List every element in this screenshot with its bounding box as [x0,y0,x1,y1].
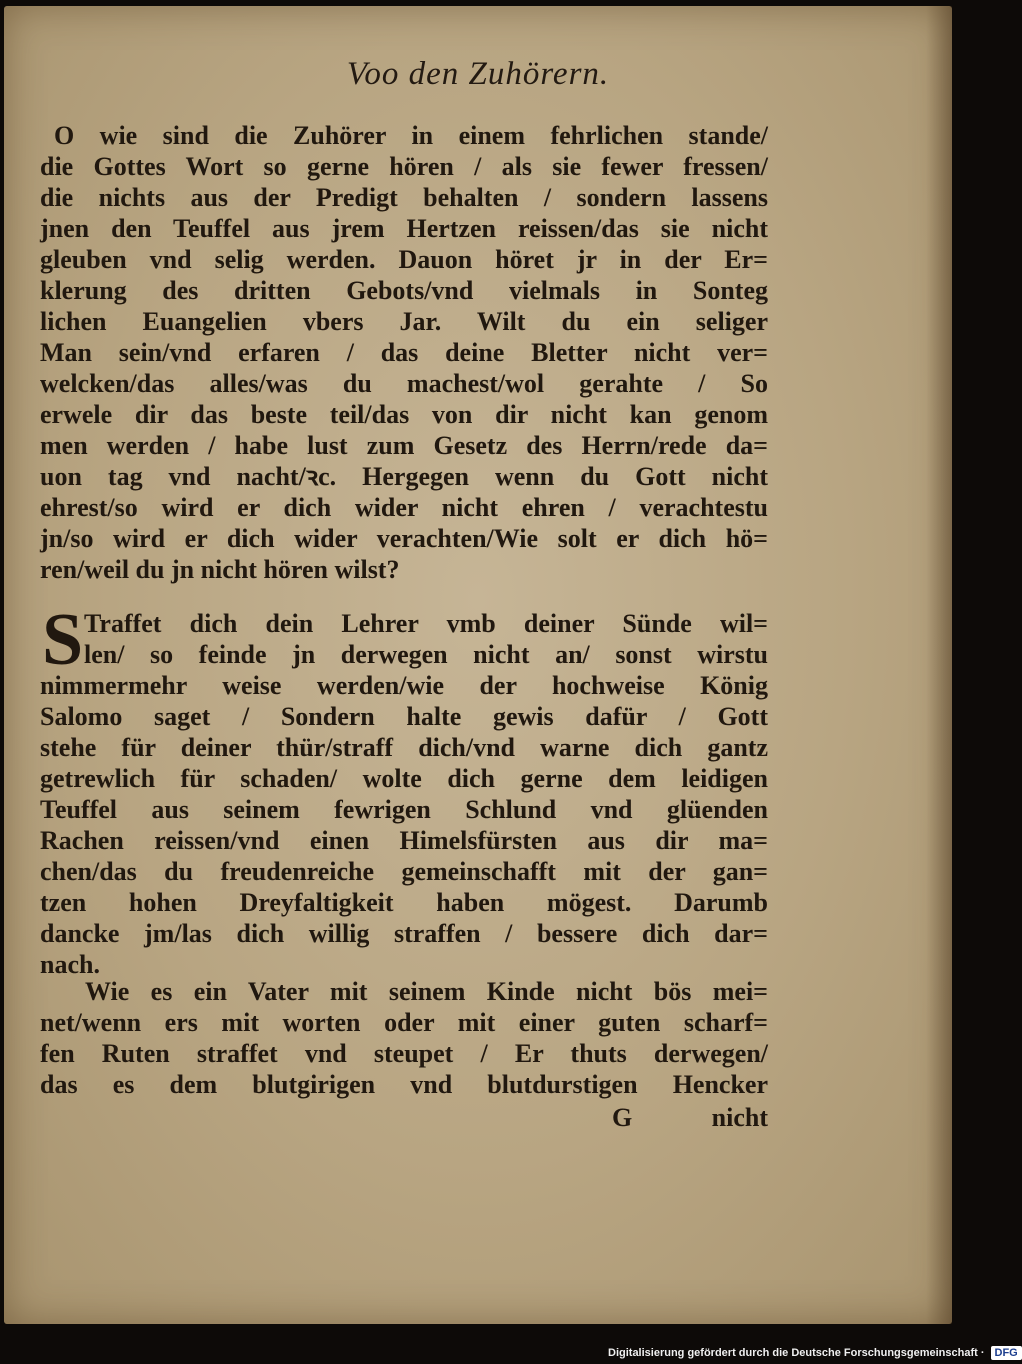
book-page [4,6,952,1324]
credit-text: Digitalisierung gefördert durch die Deutsche Forschungsgemeinschaft · [608,1347,985,1359]
text-line: Teuffel aus seinem fewrigen Schlund vnd glüenden [40,795,768,824]
paragraph-1 [40,120,768,585]
text-line: klerung des dritten Gebots/vnd vielmals in Sonteg [40,276,768,305]
text-line: jn/so wird er dich wider verachten/Wie solt er dich hö= [40,524,768,553]
paragraph-2 [40,599,768,980]
text-line: lichen Euangelien vbers Jar. Wilt du ein seliger [40,307,768,336]
dfg-logo-icon: DFG [991,1346,1022,1360]
text-line: die nichts aus der Predigt behalten / sondern lassens [40,183,768,212]
text-line: ren/weil du jn nicht hören wilst? [40,555,400,584]
text-line: net/wenn ers mit worten oder mit einer guten scharf= [40,1008,768,1037]
text-line: die Gottes Wort so gerne hören / als sie fewer fressen/ [40,152,768,181]
running-header: Voo den Zuhörern. [346,56,610,92]
text-line: gleuben vnd selig werden. Dauon höret jr in der Er= [40,245,768,274]
text-line: fen Ruten straffet vnd steupet / Er thuts derwegen/ [40,1039,768,1068]
page-footer [612,1103,768,1133]
paragraph-3 [40,976,768,1100]
text-line: erwele dir das beste teil/das von dir nicht kan genom [40,400,768,429]
text-line: chen/das du freudenreiche gemeinschafft mit der gan= [40,857,768,886]
text-line: Wie es ein Vater mit seinem Kinde nicht bös mei= [85,977,768,1006]
text-line: stehe für deiner thür/straff dich/vnd warne dich gantz [40,733,768,762]
text-line: Salomo saget / Sondern halte gewis dafür / Gott [40,702,768,731]
catchword: nicht [711,1103,768,1132]
text-line: Traffet dich dein Lehrer vmb deiner Sünde wil= [84,609,768,638]
dfg-credit [608,1344,1022,1362]
text-line: dancke jm/las dich willig straffen / bessere dich dar= [40,919,768,948]
text-line: nach. [40,950,100,979]
signature-mark: G [612,1103,633,1132]
text-line: uon tag vnd nacht/ꝛc. Hergegen wenn du Gott nicht [40,462,768,491]
text-line: len/ so feinde jn derwegen nicht an/ sonst wirstu [84,640,768,669]
text-line: nimmermehr weise werden/wie der hochweise König [40,671,768,700]
text-line: Man sein/vnd erfaren / das deine Bletter nicht ver= [40,338,768,367]
text-line: O wie sind die Zuhörer in einem fehrlichen stande/ [54,121,768,150]
text-line: ehrest/so wird er dich wider nicht ehren / verachtestu [40,493,768,522]
text-line: Rachen reissen/vnd einen Himelsfürsten aus dir ma= [40,826,768,855]
text-line: das es dem blutgirigen vnd blutdurstigen Hencker [40,1070,768,1099]
text-line: jnen den Teuffel aus jrem Hertzen reissen/das sie nicht [40,214,768,243]
text-line: men werden / habe lust zum Gesetz des Herrn/rede da= [40,431,768,460]
text-line: tzen hohen Dreyfaltigkeit haben mögest. Darumb [40,888,768,917]
text-line: welcken/das alles/was du machest/wol gerahte / So [40,369,768,398]
text-line: getrewlich für schaden/ wolte dich gerne dem leidigen [40,764,768,793]
drop-cap: S [42,599,84,681]
